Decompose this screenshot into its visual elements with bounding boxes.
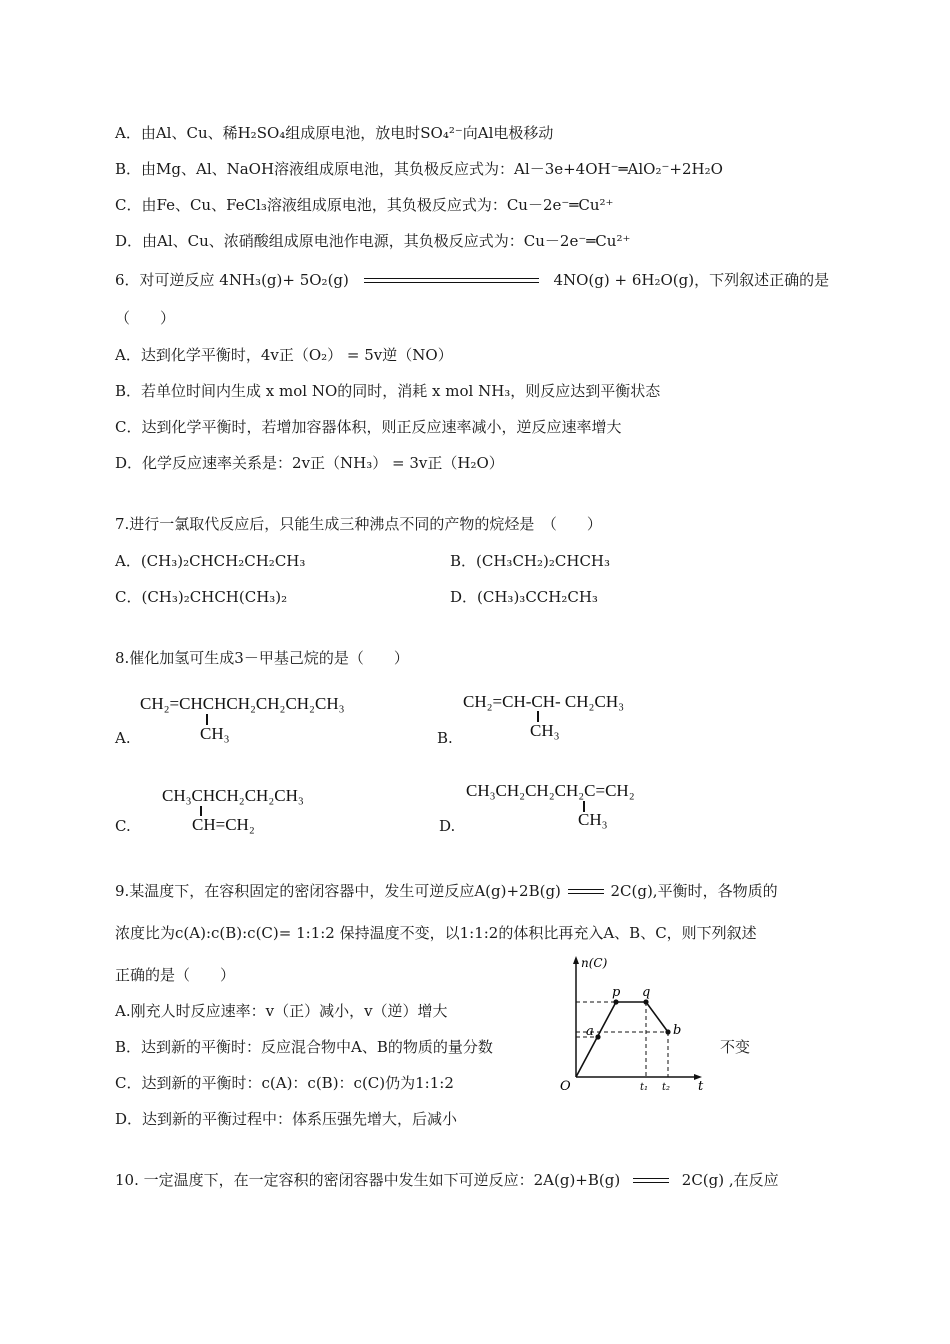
point-b	[665, 1029, 670, 1034]
label-b: b	[673, 1023, 682, 1038]
equilibrium-arrow-icon	[568, 887, 604, 897]
q9-stem-line1	[115, 881, 778, 901]
q10-stem-right: 2C(g) ,在反应	[681, 1171, 779, 1189]
q8-c-formula: CH₃CHCH₂CH₂CH₃	[162, 786, 304, 805]
label-q: q	[642, 985, 651, 1000]
q9-option-b-tail: 不变	[720, 1038, 751, 1056]
equilibrium-arrow-icon	[633, 1176, 669, 1186]
q6-stem-right: 4NO(g) + 6H₂O(g)，下列叙述正确的是	[553, 271, 830, 289]
q9-stem-line3: 正确的是（ ）	[115, 966, 236, 984]
q6-option-c: C．达到化学平衡时，若增加容器体积，则正反应速率减小，逆反应速率增大	[115, 418, 622, 436]
q8-b-label: B.	[437, 729, 453, 747]
q8-stem: 8.催化加氢可生成3－甲基己烷的是（ ）	[115, 649, 409, 667]
q8-c-branch: CH=CH₂	[192, 815, 255, 834]
label-t1: t₁	[640, 1082, 649, 1092]
q10-stem	[115, 1170, 779, 1190]
q5-option-b: B．由Mg、Al、NaOH溶液组成原电池，其负极反应式为：Al－3e+4OH⁻═AlO₂⁻+2H₂O	[115, 160, 723, 178]
q8-d-formula: CH₃CH₂CH₂CH₂C=CH₂	[466, 781, 635, 800]
q9-option-c: C．达到新的平衡时：c(A)：c(B)：c(C)仍为1:1:2	[115, 1074, 454, 1092]
q8-d-branch: CH₃	[578, 810, 608, 829]
graph-xlabel: t	[698, 1079, 704, 1092]
q6-paren: （ ）	[115, 309, 176, 327]
y-axis-arrow-icon	[573, 956, 579, 964]
graph-origin: O	[560, 1079, 571, 1092]
q7-option-a: A．(CH₃)₂CHCH₂CH₂CH₃	[115, 552, 306, 570]
q9-option-d: D．达到新的平衡过程中：体系压强先增大，后减小	[115, 1110, 458, 1128]
q8-b-branch: CH₃	[530, 721, 560, 740]
q9-option-b: B．达到新的平衡时：反应混合物中A、B的物质的量分数	[115, 1038, 493, 1056]
q5-option-d: D．由Al、Cu、浓硝酸组成原电池作电源，其负极反应式为：Cu－2e⁻═Cu²⁺	[115, 232, 631, 250]
q7-stem: 7.进行一氯取代反应后，只能生成三种沸点不同的产物的烷烃是 （ ）	[115, 515, 602, 533]
label-a: a	[586, 1024, 594, 1039]
q6-stem-left: 6．对可逆反应 4NH₃(g)+ 5O₂(g)	[115, 271, 349, 289]
point-p	[613, 999, 618, 1004]
q6-option-b: B．若单位时间内生成 x mol NO的同时，消耗 x mol NH₃，则反应达到平衡状态	[115, 382, 661, 400]
q5-option-c: C．由Fe、Cu、FeCl₃溶液组成原电池，其负极反应式为：Cu－2e⁻═Cu²⁺	[115, 196, 614, 214]
q9-nc-time-graph	[548, 952, 708, 1092]
q9-option-a: A.刚充人时反应速率：v（正）减小，v（逆）增大	[115, 1002, 448, 1020]
label-t2: t₂	[662, 1082, 671, 1092]
q9-stem-line2: 浓度比为c(A):c(B):c(C)= 1:1:2 保持温度不变，以1:1:2的体积比再充入A、B、C，则下列叙述	[115, 924, 757, 942]
q6-stem	[115, 270, 829, 290]
q10-stem-left: 10. 一定温度下，在一定容积的密闭容器中发生如下可逆反应：2A(g)+B(g)	[115, 1171, 621, 1189]
q6-option-d: D．化学反应速率关系是：2v正（NH₃） = 3v正（H₂O）	[115, 454, 504, 472]
nc-curve	[576, 1002, 668, 1077]
q8-a-label: A.	[115, 729, 131, 747]
equilibrium-arrow-icon	[364, 275, 539, 287]
q8-b-formula: CH₂=CH-CH- CH₂CH₃	[463, 692, 625, 711]
point-a	[595, 1034, 600, 1039]
q8-a-branch: CH₃	[200, 724, 230, 743]
q6-option-a: A．达到化学平衡时，4v正（O₂） = 5v逆（NO）	[115, 346, 453, 364]
q7-option-c: C．(CH₃)₂CHCH(CH₃)₂	[115, 588, 288, 606]
graph-ylabel: n(C)	[581, 956, 608, 970]
q9-stem1-left: 9.某温度下，在容积固定的密闭容器中，发生可逆反应A(g)+2B(g)	[115, 882, 561, 900]
q7-option-d: D．(CH₃)₃CCH₂CH₃	[450, 588, 598, 606]
point-q	[643, 999, 648, 1004]
q7-option-b: B．(CH₃CH₂)₂CHCH₃	[450, 552, 611, 570]
q9-stem1-right: 2C(g),平衡时，各物质的	[610, 882, 778, 900]
q8-d-label: D.	[439, 817, 456, 835]
q8-c-label: C.	[115, 817, 131, 835]
q5-option-a: A．由Al、Cu、稀H₂SO₄组成原电池，放电时SO₄²⁻向Al电极移动	[115, 124, 554, 142]
q8-a-formula: CH₂=CHCHCH₂CH₂CH₂CH₃	[140, 694, 345, 713]
label-p: p	[612, 985, 621, 1000]
